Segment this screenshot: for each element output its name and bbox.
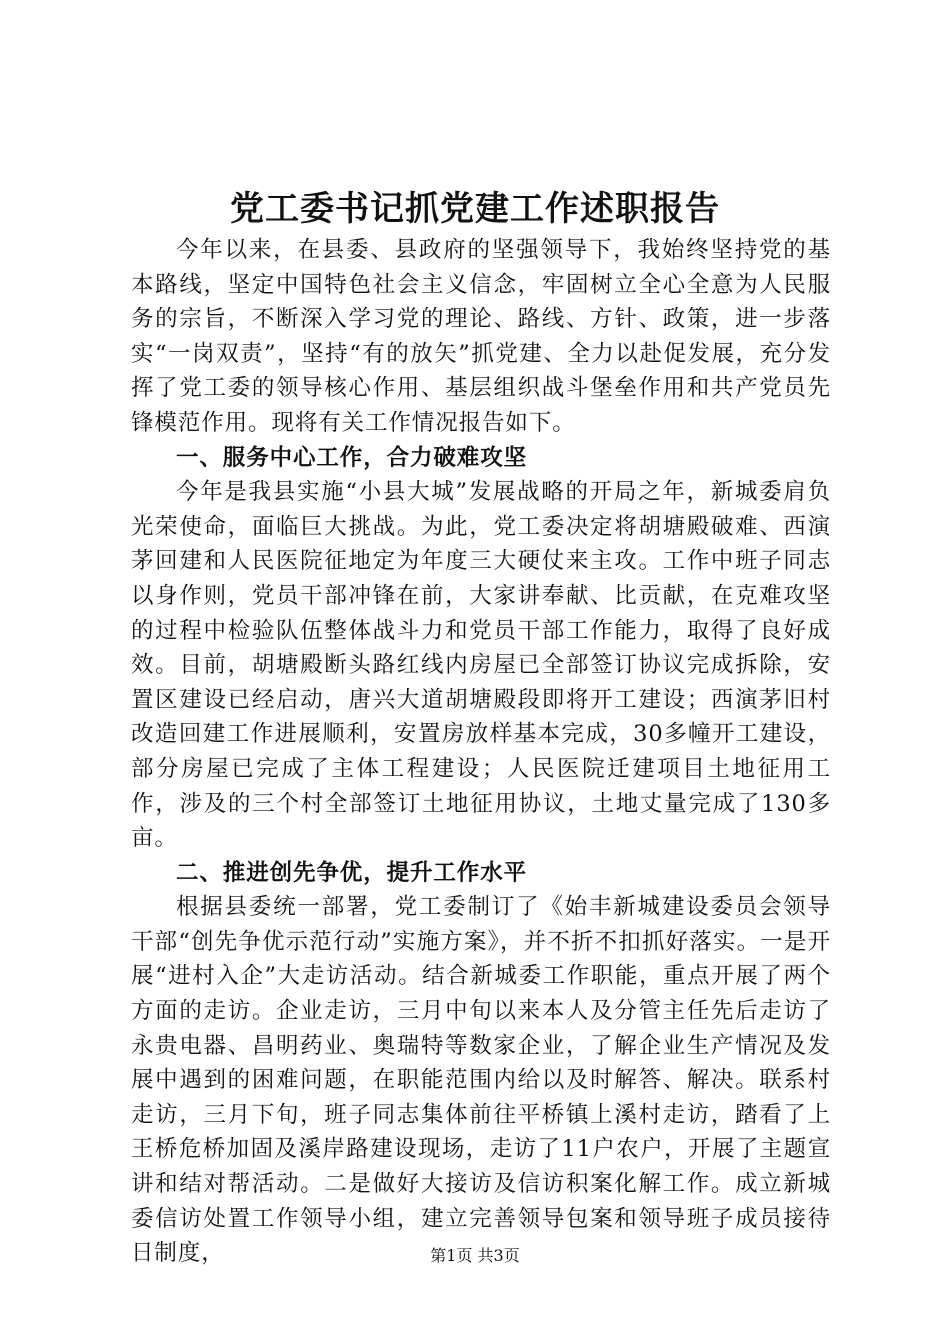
- page-number-footer: 第1页 共3页: [430, 1246, 520, 1265]
- document-body: [131, 233, 831, 1271]
- intro-paragraph: 今年以来，在县委、县政府的坚强领导下，我始终坚持党的基本路线，坚定中国特色社会主义信念，牢固树立全心全意为人民服务的宗旨，不断深入学习党的理论、路线、方针、政策，进一步落实“一岗双责”，坚持“有的放矢”抓党建、全力以赴促发展，充分发挥了党工委的领导核心作用、基层组织战斗堡垒作用和共产党员先锋模范作用。现将有关工作情况报告如下。: [131, 237, 831, 436]
- section-heading-1: 一、服务中心工作，合力破难攻坚: [176, 444, 528, 471]
- section-paragraph-1: 今年是我县实施“小县大城”发展战略的开局之年，新城委肩负光荣使命，面临巨大挑战。为此，党工委决定将胡塘殿破难、西演茅回建和人民医院征地定为年度三大硬仗来主攻。工作中班子同志以身作则，党员干部冲锋在前，大家讲奉献、比贡献，在克难攻坚的过程中检验队伍整体战斗力和党员干部工作能力，取得了良好成效。目前，胡塘殿断头路红线内房屋已全部签订协议完成拆除，安置区建设已经启动，唐兴大道胡塘殿段即将开工建设；西演茅旧村改造回建工作进展顺利，安置房放样基本完成，30多幢开工建设，部分房屋已完成了主体工程建设；人民医院迁建项目土地征用工作，涉及的三个村全部签订土地征用协议，土地丈量完成了130多亩。: [131, 479, 831, 852]
- section-paragraph-2: 根据县委统一部署，党工委制订了《始丰新城建设委员会领导干部“创先争优示范行动”实施方案》，并不折不扣抓好落实。一是开展“进村入企”大走访活动。结合新城委工作职能，重点开展了两个方面的走访。企业走访，三月中旬以来本人及分管主任先后走访了永贵电器、昌明药业、奥瑞特等数家企业，了解企业生产情况及发展中遇到的困难问题，在职能范围内给以及时解答、解决。联系村走访，三月下旬，班子同志集体前往平桥镇上溪村走访，踏看了上王桥危桥加固及溪岸路建设现场，走访了11户农户，开展了主题宣讲和结对帮活动。二是做好大接访及信访积案化解工作。成立新城委信访处置工作领导小组，建立完善领导包案和领导班子成员接待日制度，: [131, 894, 831, 1267]
- section-heading-2: 二、推进创先争优，提升工作水平: [176, 859, 528, 886]
- document-title: 党工委书记抓党建工作述职报告: [230, 189, 720, 229]
